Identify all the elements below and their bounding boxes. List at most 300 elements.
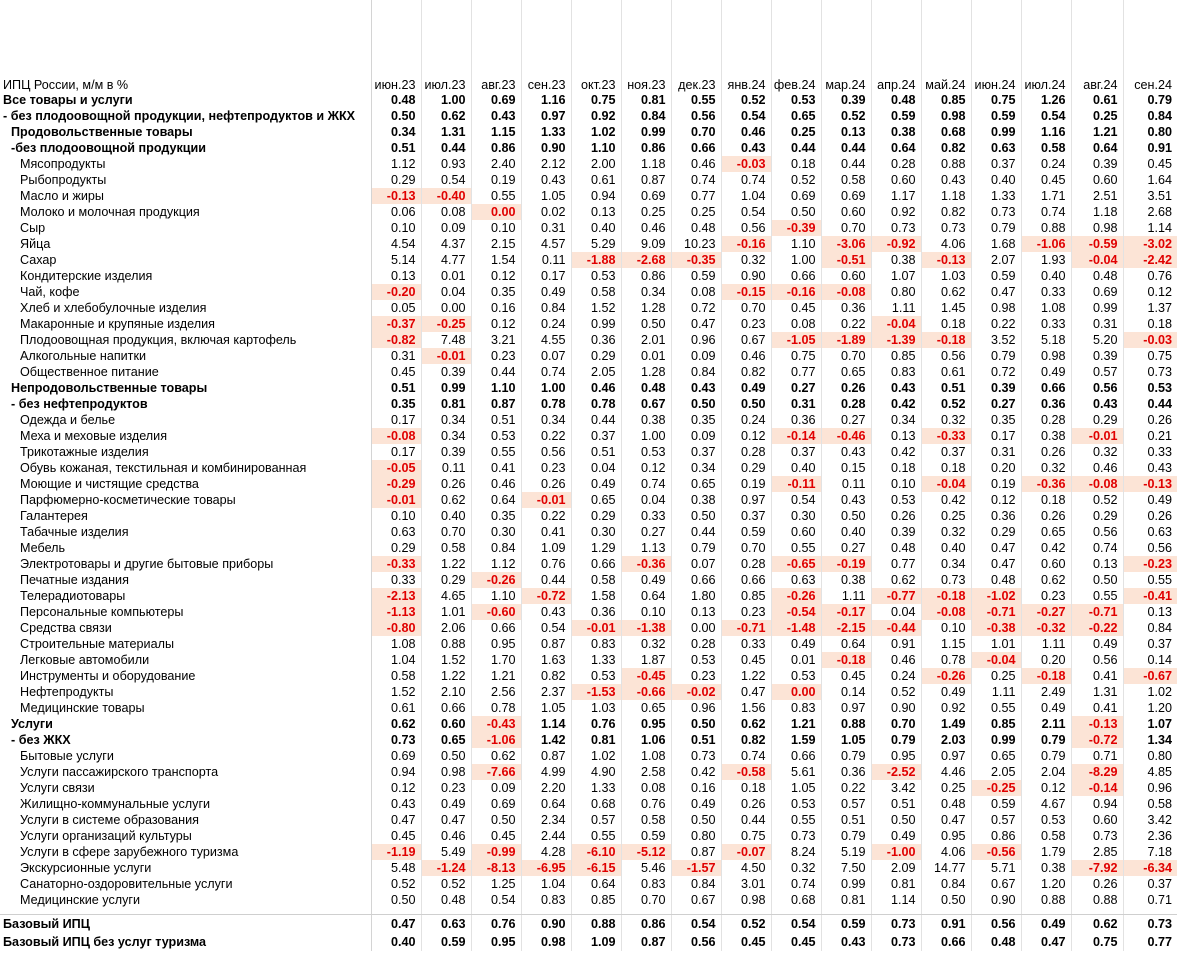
value-cell[interactable]: -1.89	[821, 332, 871, 348]
value-cell[interactable]: 0.97	[921, 748, 971, 764]
value-cell[interactable]: -1.06	[1021, 236, 1071, 252]
value-cell[interactable]: 0.70	[821, 220, 871, 236]
value-cell[interactable]: 0.26	[821, 380, 871, 396]
value-cell[interactable]: -8.29	[1071, 764, 1123, 780]
value-cell[interactable]: 0.29	[571, 348, 621, 364]
value-cell[interactable]: 0.53	[621, 444, 671, 460]
value-cell[interactable]: 0.12	[371, 780, 421, 796]
value-cell[interactable]: 0.85	[921, 92, 971, 108]
value-cell[interactable]: 0.66	[771, 748, 821, 764]
value-cell[interactable]: 2.37	[521, 684, 571, 700]
value-cell[interactable]: 0.12	[971, 492, 1021, 508]
value-cell[interactable]: 0.61	[571, 172, 621, 188]
value-cell[interactable]: 5.29	[571, 236, 621, 252]
value-cell[interactable]: 0.45	[471, 828, 521, 844]
value-cell[interactable]: 0.59	[821, 915, 871, 934]
row-label[interactable]: Галантерея	[0, 508, 371, 524]
value-cell[interactable]: 0.87	[621, 172, 671, 188]
value-cell[interactable]: 0.37	[721, 508, 771, 524]
value-cell[interactable]: 0.09	[421, 220, 471, 236]
value-cell[interactable]: 0.83	[621, 876, 671, 892]
value-cell[interactable]: 0.99	[1071, 300, 1123, 316]
value-cell[interactable]: 0.43	[671, 380, 721, 396]
value-cell[interactable]: 0.50	[721, 396, 771, 412]
row-label[interactable]: - без ЖКХ	[0, 732, 371, 748]
value-cell[interactable]: -0.44	[871, 620, 921, 636]
value-cell[interactable]: 0.77	[871, 556, 921, 572]
row-label[interactable]: Экскурсионные услуги	[0, 860, 371, 876]
value-cell[interactable]: 0.07	[671, 556, 721, 572]
value-cell[interactable]: 0.26	[1147, 509, 1172, 523]
value-cell[interactable]: 0.82	[721, 364, 771, 380]
row-label[interactable]: Рыбопродукты	[0, 172, 371, 188]
value-cell[interactable]: 1.18	[621, 156, 671, 172]
value-cell[interactable]: 0.25	[921, 508, 971, 524]
value-cell[interactable]: 0.52	[721, 915, 771, 934]
value-cell[interactable]: 0.18	[871, 460, 921, 476]
value-cell[interactable]: 1.12	[471, 556, 521, 572]
value-cell[interactable]: 1.00	[621, 428, 671, 444]
month-header[interactable]: ноя.23	[621, 0, 671, 92]
value-cell[interactable]: 0.38	[621, 412, 671, 428]
value-cell[interactable]: 0.66	[571, 556, 621, 572]
value-cell[interactable]: 0.40	[971, 172, 1021, 188]
value-cell[interactable]: 0.34	[421, 412, 471, 428]
value-cell[interactable]: 0.33	[1021, 284, 1071, 300]
value-cell[interactable]: 0.58	[571, 284, 621, 300]
value-cell[interactable]: 0.97	[521, 108, 571, 124]
value-cell[interactable]: 0.54	[771, 915, 821, 934]
value-cell[interactable]: 1.49	[921, 716, 971, 732]
value-cell[interactable]: 0.51	[921, 380, 971, 396]
value-cell[interactable]: 0.32	[921, 412, 971, 428]
value-cell[interactable]: 0.59	[871, 108, 921, 124]
month-header[interactable]: авг.23	[471, 0, 521, 92]
value-cell[interactable]: 0.76	[521, 556, 571, 572]
value-cell[interactable]: 0.10	[371, 220, 421, 236]
value-cell[interactable]: 0.49	[1021, 700, 1071, 716]
row-label[interactable]: Молоко и молочная продукция	[0, 204, 371, 220]
value-cell[interactable]: 0.75	[1071, 933, 1123, 951]
value-cell[interactable]: 0.04	[421, 284, 471, 300]
value-cell[interactable]: 0.08	[771, 316, 821, 332]
value-cell[interactable]: 4.67	[1021, 796, 1071, 812]
value-cell[interactable]: 0.30	[571, 524, 621, 540]
value-cell[interactable]: 0.62	[721, 716, 771, 732]
value-cell[interactable]: -0.80	[371, 620, 421, 636]
value-cell[interactable]: 0.55	[471, 444, 521, 460]
value-cell[interactable]: -0.01	[371, 492, 421, 508]
value-cell[interactable]: 0.37	[1147, 637, 1172, 651]
value-cell[interactable]: 0.56	[1147, 541, 1172, 555]
value-cell[interactable]: 0.39	[871, 524, 921, 540]
value-cell[interactable]: 0.13	[371, 268, 421, 284]
value-cell[interactable]: 0.00	[421, 300, 471, 316]
value-cell[interactable]: 0.50	[471, 812, 521, 828]
value-cell[interactable]: 0.62	[421, 108, 471, 124]
value-cell[interactable]: -0.18	[821, 652, 871, 668]
value-cell[interactable]: 0.26	[421, 476, 471, 492]
value-cell[interactable]: 0.31	[371, 348, 421, 364]
value-cell[interactable]: 1.11	[971, 684, 1021, 700]
value-cell[interactable]: 0.53	[1147, 381, 1172, 395]
value-cell[interactable]: -0.45	[621, 668, 671, 684]
value-cell[interactable]: 0.39	[1071, 156, 1123, 172]
value-cell[interactable]: 0.65	[971, 748, 1021, 764]
value-cell[interactable]: 0.56	[721, 220, 771, 236]
value-cell[interactable]: 0.37	[971, 156, 1021, 172]
value-cell[interactable]: 0.74	[1021, 204, 1071, 220]
value-cell[interactable]: 0.45	[371, 364, 421, 380]
value-cell[interactable]: 0.41	[471, 460, 521, 476]
value-cell[interactable]: 0.53	[871, 492, 921, 508]
value-cell[interactable]: 0.39	[421, 364, 471, 380]
value-cell[interactable]: 0.84	[621, 108, 671, 124]
value-cell[interactable]: 0.01	[771, 652, 821, 668]
value-cell[interactable]: -0.25	[971, 780, 1021, 796]
value-cell[interactable]: 0.49	[721, 380, 771, 396]
value-cell[interactable]: -0.15	[721, 284, 771, 300]
value-cell[interactable]: 0.65	[821, 364, 871, 380]
value-cell[interactable]: 0.11	[821, 476, 871, 492]
value-cell[interactable]: 0.45	[771, 300, 821, 316]
value-cell[interactable]: -0.65	[771, 556, 821, 572]
value-cell[interactable]: 0.26	[871, 508, 921, 524]
value-cell[interactable]: 0.45	[1147, 157, 1172, 171]
value-cell[interactable]: 0.90	[521, 140, 571, 156]
value-cell[interactable]: 0.37	[771, 444, 821, 460]
value-cell[interactable]: 1.71	[1021, 188, 1071, 204]
value-cell[interactable]: 0.64	[871, 140, 921, 156]
value-cell[interactable]: 0.32	[621, 636, 671, 652]
value-cell[interactable]: 0.87	[671, 844, 721, 860]
value-cell[interactable]: -0.66	[621, 684, 671, 700]
row-label[interactable]: Услуги организаций культуры	[0, 828, 371, 844]
row-label[interactable]: Печатные издания	[0, 572, 371, 588]
value-cell[interactable]: 0.99	[421, 380, 471, 396]
value-cell[interactable]: 0.29	[371, 172, 421, 188]
value-cell[interactable]: 0.40	[371, 933, 421, 951]
month-header[interactable]: июн.24	[971, 0, 1021, 92]
value-cell[interactable]: 0.41	[521, 524, 571, 540]
value-cell[interactable]: 0.88	[1071, 892, 1123, 908]
value-cell[interactable]: 5.46	[621, 860, 671, 876]
value-cell[interactable]: 0.73	[1147, 917, 1172, 931]
value-cell[interactable]: 0.47	[971, 556, 1021, 572]
value-cell[interactable]: 0.47	[971, 284, 1021, 300]
value-cell[interactable]: 0.68	[571, 796, 621, 812]
value-cell[interactable]: -0.14	[771, 428, 821, 444]
value-cell[interactable]: 1.14	[1147, 221, 1172, 235]
value-cell[interactable]: 0.75	[771, 348, 821, 364]
value-cell[interactable]: 3.21	[471, 332, 521, 348]
month-header[interactable]: сен.24	[1134, 78, 1172, 92]
value-cell[interactable]: 0.66	[921, 933, 971, 951]
value-cell[interactable]: 1.08	[371, 636, 421, 652]
value-cell[interactable]: -0.13	[921, 252, 971, 268]
value-cell[interactable]: -0.25	[421, 316, 471, 332]
month-header[interactable]: дек.23	[671, 0, 721, 92]
value-cell[interactable]: 1.33	[521, 124, 571, 140]
value-cell[interactable]: -0.19	[821, 556, 871, 572]
month-header[interactable]: июн.23	[371, 0, 421, 92]
value-cell[interactable]: -2.68	[621, 252, 671, 268]
value-cell[interactable]: 0.66	[421, 700, 471, 716]
value-cell[interactable]: -0.32	[1021, 620, 1071, 636]
row-label[interactable]: Медицинские товары	[0, 700, 371, 716]
value-cell[interactable]: -3.02	[1123, 236, 1177, 252]
value-cell[interactable]: 2.07	[971, 252, 1021, 268]
value-cell[interactable]: 0.50	[671, 716, 721, 732]
value-cell[interactable]: 0.47	[971, 540, 1021, 556]
value-cell[interactable]: 0.48	[921, 796, 971, 812]
value-cell[interactable]: -0.13	[1071, 716, 1123, 732]
value-cell[interactable]: 0.50	[671, 508, 721, 524]
value-cell[interactable]: 1.93	[1021, 252, 1071, 268]
value-cell[interactable]: 0.26	[721, 796, 771, 812]
value-cell[interactable]: 0.43	[721, 140, 771, 156]
value-cell[interactable]: 0.28	[721, 556, 771, 572]
value-cell[interactable]: 4.77	[421, 252, 471, 268]
value-cell[interactable]: 0.75	[721, 828, 771, 844]
value-cell[interactable]: 1.02	[1147, 685, 1172, 699]
value-cell[interactable]: -0.38	[971, 620, 1021, 636]
value-cell[interactable]: 0.52	[371, 876, 421, 892]
value-cell[interactable]: 0.36	[821, 764, 871, 780]
value-cell[interactable]: 0.12	[1147, 285, 1172, 299]
value-cell[interactable]: -0.71	[1071, 604, 1123, 620]
value-cell[interactable]: 2.36	[1147, 829, 1172, 843]
value-cell[interactable]: 4.99	[521, 764, 571, 780]
value-cell[interactable]: 0.10	[621, 604, 671, 620]
value-cell[interactable]: 0.14	[1147, 653, 1172, 667]
value-cell[interactable]: 0.44	[571, 412, 621, 428]
value-cell[interactable]: 0.74	[671, 172, 721, 188]
value-cell[interactable]: -1.24	[421, 860, 471, 876]
value-cell[interactable]: 0.73	[871, 933, 921, 951]
value-cell[interactable]: 0.04	[621, 492, 671, 508]
value-cell[interactable]: 0.62	[421, 492, 471, 508]
value-cell[interactable]: 3.42	[871, 780, 921, 796]
value-cell[interactable]: -0.37	[371, 316, 421, 332]
value-cell[interactable]: 4.37	[421, 236, 471, 252]
value-cell[interactable]: 0.94	[571, 188, 621, 204]
row-label[interactable]: - без нефтепродуктов	[0, 396, 371, 412]
value-cell[interactable]: 1.45	[921, 300, 971, 316]
value-cell[interactable]: 1.52	[421, 652, 471, 668]
value-cell[interactable]: 0.15	[821, 460, 871, 476]
value-cell[interactable]: 0.66	[721, 572, 771, 588]
value-cell[interactable]: 0.41	[1071, 700, 1123, 716]
value-cell[interactable]: 3.52	[971, 332, 1021, 348]
value-cell[interactable]: 0.40	[571, 220, 621, 236]
value-cell[interactable]: 2.00	[571, 156, 621, 172]
value-cell[interactable]: 0.09	[471, 780, 521, 796]
value-cell[interactable]: 1.64	[1147, 173, 1172, 187]
value-cell[interactable]: 0.37	[571, 428, 621, 444]
value-cell[interactable]: 0.64	[821, 636, 871, 652]
value-cell[interactable]: 0.25	[621, 204, 671, 220]
value-cell[interactable]: -0.04	[871, 316, 921, 332]
value-cell[interactable]: 0.25	[671, 204, 721, 220]
value-cell[interactable]: 0.48	[971, 572, 1021, 588]
value-cell[interactable]: 0.32	[721, 252, 771, 268]
value-cell[interactable]: 0.28	[671, 636, 721, 652]
value-cell[interactable]: 0.49	[871, 828, 921, 844]
value-cell[interactable]: 0.43	[471, 108, 521, 124]
value-cell[interactable]: 0.20	[971, 460, 1021, 476]
value-cell[interactable]: 0.52	[771, 172, 821, 188]
row-label[interactable]: Телерадиотовары	[0, 588, 371, 604]
value-cell[interactable]: 0.63	[971, 140, 1021, 156]
value-cell[interactable]: -0.29	[371, 476, 421, 492]
value-cell[interactable]: 0.86	[621, 268, 671, 284]
value-cell[interactable]: 0.37	[921, 444, 971, 460]
value-cell[interactable]: 0.70	[871, 716, 921, 732]
value-cell[interactable]: 4.28	[521, 844, 571, 860]
value-cell[interactable]: 2.03	[921, 732, 971, 748]
value-cell[interactable]: 0.99	[821, 876, 871, 892]
value-cell[interactable]: 7.18	[1147, 845, 1172, 859]
value-cell[interactable]: 0.44	[821, 156, 871, 172]
value-cell[interactable]: 0.18	[771, 156, 821, 172]
value-cell[interactable]: 1.09	[571, 933, 621, 951]
value-cell[interactable]: 0.06	[371, 204, 421, 220]
value-cell[interactable]: 1.02	[571, 748, 621, 764]
value-cell[interactable]: 4.54	[371, 236, 421, 252]
value-cell[interactable]: 1.11	[871, 300, 921, 316]
value-cell[interactable]: 0.26	[1021, 508, 1071, 524]
value-cell[interactable]: 0.97	[821, 700, 871, 716]
value-cell[interactable]: -6.34	[1123, 860, 1177, 876]
value-cell[interactable]: 0.96	[671, 700, 721, 716]
value-cell[interactable]: 0.53	[771, 796, 821, 812]
value-cell[interactable]: 0.16	[671, 780, 721, 796]
row-label[interactable]: Услуги пассажирского транспорта	[0, 764, 371, 780]
value-cell[interactable]: 0.82	[721, 732, 771, 748]
value-cell[interactable]: 0.36	[971, 508, 1021, 524]
value-cell[interactable]: -0.77	[871, 588, 921, 604]
value-cell[interactable]: 0.46	[1071, 460, 1123, 476]
value-cell[interactable]: 0.81	[571, 732, 621, 748]
value-cell[interactable]: 0.34	[421, 428, 471, 444]
value-cell[interactable]: 0.17	[971, 428, 1021, 444]
value-cell[interactable]: 1.18	[921, 188, 971, 204]
value-cell[interactable]: 0.40	[921, 540, 971, 556]
value-cell[interactable]: -1.38	[621, 620, 671, 636]
value-cell[interactable]: 0.14	[821, 684, 871, 700]
value-cell[interactable]: 0.39	[971, 380, 1021, 396]
value-cell[interactable]: 0.69	[371, 748, 421, 764]
value-cell[interactable]: 0.65	[671, 476, 721, 492]
value-cell[interactable]: -0.43	[471, 716, 521, 732]
value-cell[interactable]: 0.55	[1071, 588, 1123, 604]
value-cell[interactable]: -0.26	[771, 588, 821, 604]
value-cell[interactable]: 2.05	[571, 364, 621, 380]
value-cell[interactable]: 0.65	[771, 108, 821, 124]
value-cell[interactable]: 0.48	[1071, 268, 1123, 284]
value-cell[interactable]: 0.80	[1147, 749, 1172, 763]
value-cell[interactable]: 0.33	[1021, 316, 1071, 332]
value-cell[interactable]: 0.69	[471, 92, 521, 108]
value-cell[interactable]: 0.46	[721, 124, 771, 140]
row-label[interactable]: - без плодоовощной продукции, нефтепродуктов и ЖКХ	[0, 108, 371, 124]
value-cell[interactable]: 1.31	[421, 124, 471, 140]
month-header[interactable]: сен.23	[521, 0, 571, 92]
value-cell[interactable]: -0.33	[371, 556, 421, 572]
value-cell[interactable]: 0.50	[871, 812, 921, 828]
value-cell[interactable]: 0.54	[721, 108, 771, 124]
value-cell[interactable]: 0.04	[871, 604, 921, 620]
value-cell[interactable]: 0.58	[621, 812, 671, 828]
row-label[interactable]: Обувь кожаная, текстильная и комбинированная	[0, 460, 371, 476]
month-header[interactable]: мар.24	[821, 0, 871, 92]
value-cell[interactable]: 0.55	[771, 540, 821, 556]
row-label[interactable]: Медицинские услуги	[0, 892, 371, 908]
value-cell[interactable]: -1.02	[971, 588, 1021, 604]
value-cell[interactable]: 1.70	[471, 652, 521, 668]
value-cell[interactable]: 1.03	[921, 268, 971, 284]
value-cell[interactable]: 0.78	[571, 396, 621, 412]
value-cell[interactable]: 0.92	[571, 108, 621, 124]
value-cell[interactable]: 0.71	[1147, 893, 1172, 907]
value-cell[interactable]: 0.88	[1021, 220, 1071, 236]
value-cell[interactable]: 2.85	[1071, 844, 1123, 860]
value-cell[interactable]: -0.05	[371, 460, 421, 476]
value-cell[interactable]: 0.34	[871, 412, 921, 428]
value-cell[interactable]: 0.31	[1071, 316, 1123, 332]
row-label[interactable]: Макаронные и крупяные изделия	[0, 316, 371, 332]
value-cell[interactable]: 0.60	[1071, 812, 1123, 828]
value-cell[interactable]: 0.73	[971, 204, 1021, 220]
value-cell[interactable]: 0.36	[571, 332, 621, 348]
value-cell[interactable]: 0.88	[421, 636, 471, 652]
value-cell[interactable]: -0.08	[921, 604, 971, 620]
value-cell[interactable]: 1.05	[521, 188, 571, 204]
value-cell[interactable]: 1.15	[921, 636, 971, 652]
month-header[interactable]: фев.24	[771, 0, 821, 92]
value-cell[interactable]: 0.78	[471, 700, 521, 716]
value-cell[interactable]: 0.53	[1021, 812, 1071, 828]
value-cell[interactable]: 1.42	[521, 732, 571, 748]
value-cell[interactable]: 0.47	[721, 684, 771, 700]
value-cell[interactable]: 0.50	[371, 108, 421, 124]
value-cell[interactable]: -0.36	[1021, 476, 1071, 492]
value-cell[interactable]: 0.70	[821, 348, 871, 364]
value-cell[interactable]: 0.83	[771, 700, 821, 716]
value-cell[interactable]: -8.13	[471, 860, 521, 876]
value-cell[interactable]: 5.48	[371, 860, 421, 876]
value-cell[interactable]: 1.11	[821, 588, 871, 604]
row-label[interactable]: Продовольственные товары	[0, 124, 371, 140]
value-cell[interactable]: 0.25	[921, 780, 971, 796]
value-cell[interactable]: 0.09	[671, 428, 721, 444]
value-cell[interactable]: 0.57	[571, 812, 621, 828]
value-cell[interactable]: 0.17	[521, 268, 571, 284]
value-cell[interactable]: 0.73	[671, 748, 721, 764]
value-cell[interactable]: 0.22	[821, 780, 871, 796]
value-cell[interactable]: 0.52	[721, 92, 771, 108]
row-label[interactable]: Сыр	[0, 220, 371, 236]
value-cell[interactable]: 0.50	[371, 892, 421, 908]
value-cell[interactable]: 0.76	[571, 716, 621, 732]
value-cell[interactable]: 0.19	[471, 172, 521, 188]
row-label[interactable]: Трикотажные изделия	[0, 444, 371, 460]
value-cell[interactable]: 0.33	[1147, 445, 1172, 459]
value-cell[interactable]: 0.36	[771, 412, 821, 428]
value-cell[interactable]: 0.08	[421, 204, 471, 220]
value-cell[interactable]: 0.45	[771, 933, 821, 951]
